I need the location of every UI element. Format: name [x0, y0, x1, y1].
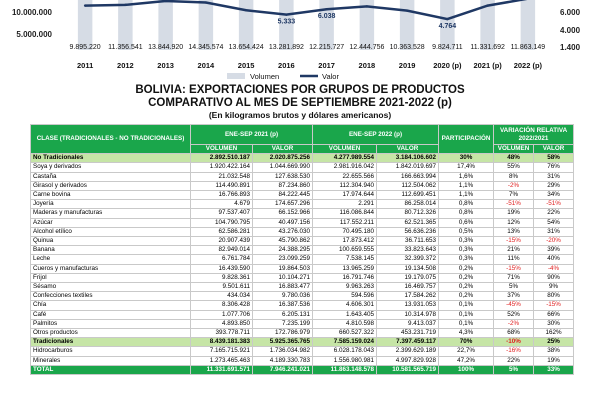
cell-var-volumen: 71% [494, 273, 534, 282]
cell-participacion: 0,1% [439, 301, 494, 310]
volume-data-label: 13.844.920 [148, 44, 184, 51]
cell-valor-2022: 62.521.365 [377, 218, 439, 227]
cell-valor-2022: 2.399.629.189 [377, 347, 439, 356]
cell-var-valor: 66% [534, 310, 574, 319]
cell-clase: Sésamo [31, 283, 191, 292]
cell-volumen-2021: 11.331.691.571 [191, 365, 253, 374]
y-left-tick: 5.000.000 [16, 30, 52, 39]
volume-bar [400, 0, 414, 50]
cell-var-valor: 90% [534, 273, 574, 282]
cell-volumen-2021: 4.679 [191, 200, 253, 209]
cell-volumen-2022: 594.596 [313, 292, 377, 301]
category-row [31, 154, 574, 163]
cell-clase: Confecciones textiles [31, 292, 191, 301]
cell-var-valor: 80% [534, 292, 574, 301]
cell-valor-2022: 33.823.643 [377, 246, 439, 255]
cell-volumen-2021: 20.907.439 [191, 237, 253, 246]
value-series-line [85, 0, 528, 19]
cell-participacion: 0,3% [439, 246, 494, 255]
cell-var-valor: -4% [534, 264, 574, 273]
cell-var-valor: 39% [534, 246, 574, 255]
cell-clase: Café [31, 310, 191, 319]
cell-volumen-2021: 8.306.428 [191, 301, 253, 310]
cell-participacion: 0,8% [439, 200, 494, 209]
cell-var-volumen: -15% [494, 237, 534, 246]
table-row [31, 273, 574, 282]
cell-participacion: 0,2% [439, 264, 494, 273]
cell-clase: Cueros y manufacturas [31, 264, 191, 273]
table-row [31, 218, 574, 227]
cell-valor-2021: 24.388.295 [253, 246, 313, 255]
cell-participacion: 22,7% [439, 347, 494, 356]
cell-volumen-2022: 1.556.980.981 [313, 356, 377, 365]
cell-var-valor: 29% [534, 181, 574, 190]
cell-volumen-2022: 7.585.159.024 [313, 338, 377, 347]
cell-clase: Hidrocarburos [31, 347, 191, 356]
cell-valor-2021: 9.780.036 [253, 292, 313, 301]
cell-volumen-2021: 6.761.784 [191, 255, 253, 264]
cell-volumen-2022: 116.086.844 [313, 209, 377, 218]
cell-clase: Azúcar [31, 218, 191, 227]
cell-var-volumen: 8% [494, 172, 534, 181]
report-title: BOLIVIA: EXPORTACIONES POR GRUPOS DE PRODUCTOS [135, 84, 465, 96]
value-point [84, 4, 86, 6]
year-tick-label: 2020 (p) [433, 61, 462, 70]
cell-valor-2022: 19.134.508 [377, 264, 439, 273]
volume-data-label: 14.345.574 [188, 44, 224, 51]
cell-var-valor: 25% [534, 338, 574, 347]
table-row [31, 310, 574, 319]
header-clase: CLASE (TRADICIONALES - NO TRADICIONALES) [31, 125, 191, 154]
year-tick-label: 2018 [358, 61, 376, 70]
value-point [325, 8, 327, 10]
y-right-tick: 4.000 [560, 26, 581, 35]
year-tick-label: 2011 [76, 61, 94, 70]
cell-participacion: 0,1% [439, 310, 494, 319]
cell-clase: Otros productos [31, 329, 191, 338]
volume-data-label: 12.444.756 [349, 44, 385, 51]
cell-volumen-2021: 7.165.715.921 [191, 347, 253, 356]
cell-volumen-2022: 1.643.405 [313, 310, 377, 319]
cell-clase: Maderas y manufacturas [31, 209, 191, 218]
cell-var-valor: 54% [534, 218, 574, 227]
table-row [31, 246, 574, 255]
table-row [31, 356, 574, 365]
header-valor-2021: VALOR [253, 145, 313, 154]
cell-volumen-2021: 97.537.407 [191, 209, 253, 218]
cell-volumen-2021: 393.778.711 [191, 329, 253, 338]
cell-valor-2021: 4.189.330.783 [253, 356, 313, 365]
year-tick-label: 2019 [398, 61, 416, 70]
cell-volumen-2021: 114.490.891 [191, 181, 253, 190]
table-row [31, 329, 574, 338]
table-row [31, 200, 574, 209]
cell-volumen-2021: 9.828.361 [191, 273, 253, 282]
cell-volumen-2022: 17.873.412 [313, 237, 377, 246]
value-data-label: 6.038 [317, 13, 336, 21]
cell-valor-2022: 112.504.062 [377, 181, 439, 190]
cell-var-volumen: -10% [494, 338, 534, 347]
cell-participacion: 30% [439, 154, 494, 163]
volume-data-label: 11.863.149 [510, 44, 546, 51]
cell-clase: Minerales [31, 356, 191, 365]
cell-valor-2022: 7.397.459.117 [377, 338, 439, 347]
cell-volumen-2022: 17.974.644 [313, 191, 377, 200]
cell-participacion: 0,2% [439, 292, 494, 301]
cell-var-valor: 40% [534, 255, 574, 264]
cell-valor-2021: 16.883.477 [253, 283, 313, 292]
cell-var-valor: 30% [534, 319, 574, 328]
table-row [31, 319, 574, 328]
cell-var-volumen: 22% [494, 356, 534, 365]
legend-value-label: Valor [322, 72, 339, 81]
cell-var-volumen: 68% [494, 329, 534, 338]
cell-participacion: 0,3% [439, 237, 494, 246]
cell-clase: Chía [31, 301, 191, 310]
header-volumen-2022: VOLUMEN [313, 145, 377, 154]
cell-valor-2021: 1.736.034.982 [253, 347, 313, 356]
cell-participacion: 1,6% [439, 172, 494, 181]
cell-var-volumen: 37% [494, 292, 534, 301]
value-point [285, 13, 287, 15]
cell-participacion: 100% [439, 365, 494, 374]
cell-clase: Castaña [31, 172, 191, 181]
cell-volumen-2022: 16.791.746 [313, 273, 377, 282]
table-row [31, 191, 574, 200]
cell-clase: Joyería [31, 200, 191, 209]
cell-var-volumen: 19% [494, 209, 534, 218]
cell-participacion: 1,1% [439, 181, 494, 190]
volume-data-label: 12.215.727 [309, 44, 345, 51]
cell-volumen-2022: 2.981.916.042 [313, 163, 377, 172]
cell-participacion: 0,3% [439, 255, 494, 264]
value-point [486, 4, 488, 6]
cell-volumen-2021: 434.034 [191, 292, 253, 301]
cell-clase: No Tradicionales [31, 154, 191, 163]
cell-valor-2022: 19.179.075 [377, 273, 439, 282]
cell-var-valor: 58% [534, 154, 574, 163]
report-subtitle: COMPARATIVO AL MES DE SEPTIEMBRE 2021-2022 (p) [148, 97, 452, 109]
cell-valor-2022: 112.699.451 [377, 191, 439, 200]
cell-valor-2021: 127.638.530 [253, 172, 313, 181]
table-row [31, 172, 574, 181]
volume-data-label: 13.281.892 [268, 44, 304, 51]
volume-bar [319, 0, 333, 50]
cell-volumen-2022: 4.606.301 [313, 301, 377, 310]
year-tick-label: 2021 (p) [473, 61, 502, 70]
cell-participacion: 0,2% [439, 273, 494, 282]
volume-bar [521, 0, 535, 50]
cell-clase: Banana [31, 246, 191, 255]
cell-volumen-2022: 2.291 [313, 200, 377, 209]
cell-valor-2022: 3.184.106.602 [377, 154, 439, 163]
cell-participacion: 1,1% [439, 191, 494, 200]
table-row [31, 264, 574, 273]
cell-var-valor: 22% [534, 209, 574, 218]
header-var-volumen: VOLUMEN [494, 145, 534, 154]
cell-valor-2022: 4.997.829.928 [377, 356, 439, 365]
cell-volumen-2022: 7.538.145 [313, 255, 377, 264]
cell-valor-2022: 36.711.653 [377, 237, 439, 246]
cell-valor-2022: 9.413.037 [377, 319, 439, 328]
cell-valor-2022: 16.469.757 [377, 283, 439, 292]
year-tick-label: 2014 [197, 61, 215, 70]
report-units: (En kilogramos brutos y dólares americanos) [208, 110, 392, 120]
volume-data-label: 9.895.220 [69, 44, 101, 51]
cell-valor-2021: 7.946.241.021 [253, 365, 313, 374]
cell-valor-2021: 172.786.979 [253, 329, 313, 338]
cell-var-volumen: 21% [494, 246, 534, 255]
cell-var-valor: 38% [534, 347, 574, 356]
cell-volumen-2022: 11.863.148.578 [313, 365, 377, 374]
total-row [31, 365, 574, 374]
table-row [31, 283, 574, 292]
cell-var-volumen: 12% [494, 218, 534, 227]
cell-var-volumen: 5% [494, 365, 534, 374]
cell-var-volumen: -16% [494, 347, 534, 356]
cell-valor-2021: 7.235.199 [253, 319, 313, 328]
value-point [124, 4, 126, 6]
cell-volumen-2022: 22.655.566 [313, 172, 377, 181]
cell-clase: Tradicionales [31, 338, 191, 347]
value-point [205, 1, 207, 3]
cell-var-valor: 31% [534, 172, 574, 181]
cell-var-volumen: 13% [494, 227, 534, 236]
cell-var-valor: 76% [534, 163, 574, 172]
cell-valor-2021: 19.864.503 [253, 264, 313, 273]
cell-volumen-2022: 9.963.263 [313, 283, 377, 292]
value-data-label: 5.333 [277, 18, 296, 26]
year-tick-label: 2022 (p) [513, 61, 543, 70]
cell-volumen-2021: 82.949.014 [191, 246, 253, 255]
cell-valor-2021: 66.152.966 [253, 209, 313, 218]
cell-participacion: 0,5% [439, 227, 494, 236]
report-titles [0, 84, 600, 121]
export-chart [0, 0, 600, 82]
table-row [31, 301, 574, 310]
cell-var-valor: -15% [534, 301, 574, 310]
cell-volumen-2021: 16.439.590 [191, 264, 253, 273]
header-var-valor: VALOR [534, 145, 574, 154]
cell-volumen-2021: 1.273.465.463 [191, 356, 253, 365]
cell-volumen-2022: 70.495.180 [313, 227, 377, 236]
cell-participacion: 0,1% [439, 319, 494, 328]
cell-valor-2022: 86.258.014 [377, 200, 439, 209]
cell-participacion: 0,8% [439, 209, 494, 218]
cell-participacion: 4,3% [439, 329, 494, 338]
chart-svg [0, 0, 600, 82]
cell-volumen-2022: 100.659.555 [313, 246, 377, 255]
cell-participacion: 70% [439, 338, 494, 347]
cell-var-valor: 9% [534, 283, 574, 292]
volume-data-label: 9.824.711 [432, 44, 463, 51]
cell-valor-2021: 43.276.030 [253, 227, 313, 236]
volume-data-label: 13.654.424 [228, 44, 264, 51]
cell-participacion: 0,6% [439, 218, 494, 227]
cell-volumen-2022: 117.552.211 [313, 218, 377, 227]
cell-var-volumen: 55% [494, 163, 534, 172]
cell-var-volumen: -15% [494, 264, 534, 273]
cell-var-volumen: 52% [494, 310, 534, 319]
cell-var-volumen: -51% [494, 200, 534, 209]
y-left-tick: 10.000.000 [11, 8, 52, 17]
cell-clase: Frijol [31, 273, 191, 282]
cell-volumen-2021: 9.501.611 [191, 283, 253, 292]
cell-var-valor: 33% [534, 365, 574, 374]
cell-valor-2021: 6.205.131 [253, 310, 313, 319]
cell-valor-2021: 5.925.365.765 [253, 338, 313, 347]
cell-volumen-2021: 4.893.850 [191, 319, 253, 328]
volume-bar [239, 0, 253, 50]
cell-valor-2022: 17.584.262 [377, 292, 439, 301]
cell-valor-2021: 45.790.862 [253, 237, 313, 246]
volume-data-label: 11.356.541 [108, 44, 143, 51]
y-right-tick: 6.000 [560, 8, 581, 17]
cell-volumen-2022: 6.028.178.043 [313, 347, 377, 356]
cell-var-volumen: 48% [494, 154, 534, 163]
volume-data-label: 10.363.528 [389, 44, 425, 51]
cell-volumen-2021: 8.439.181.383 [191, 338, 253, 347]
volume-bar [118, 0, 132, 50]
cell-var-valor: 19% [534, 356, 574, 365]
cell-clase: TOTAL [31, 365, 191, 374]
year-tick-label: 2017 [318, 61, 335, 70]
cell-valor-2021: 16.387.536 [253, 301, 313, 310]
cell-var-volumen: 7% [494, 191, 534, 200]
year-tick-label: 2013 [157, 61, 174, 70]
cell-volumen-2021: 21.032.548 [191, 172, 253, 181]
table-row [31, 163, 574, 172]
value-point [446, 18, 448, 20]
cell-var-volumen: 5% [494, 283, 534, 292]
value-point [366, 5, 368, 7]
cell-clase: Girasol y derivados [31, 181, 191, 190]
cell-volumen-2022: 4.277.989.554 [313, 154, 377, 163]
table-row [31, 209, 574, 218]
cell-var-valor: 31% [534, 227, 574, 236]
exports-table [30, 124, 574, 375]
header-2022: ENE-SEP 2022 (p) [313, 125, 439, 145]
cell-participacion: 17,4% [439, 163, 494, 172]
table-row [31, 347, 574, 356]
table-row [31, 237, 574, 246]
value-point [245, 9, 247, 11]
cell-valor-2021: 1.044.669.990 [253, 163, 313, 172]
cell-clase: Alcohol etílico [31, 227, 191, 236]
cell-valor-2022: 13.931.053 [377, 301, 439, 310]
cell-valor-2021: 23.099.259 [253, 255, 313, 264]
cell-volumen-2021: 62.586.281 [191, 227, 253, 236]
table-row [31, 227, 574, 236]
cell-valor-2022: 166.663.994 [377, 172, 439, 181]
cell-volumen-2021: 1.920.422.164 [191, 163, 253, 172]
cell-valor-2021: 2.020.875.256 [253, 154, 313, 163]
cell-var-valor: 34% [534, 191, 574, 200]
cell-valor-2022: 453.231.719 [377, 329, 439, 338]
table-row [31, 292, 574, 301]
cell-valor-2021: 87.234.860 [253, 181, 313, 190]
cell-volumen-2022: 112.304.940 [313, 181, 377, 190]
category-row [31, 338, 574, 347]
legend-volume-label: Volumen [250, 72, 280, 81]
cell-participacion: 0,2% [439, 283, 494, 292]
cell-valor-2021: 84.222.445 [253, 191, 313, 200]
cell-volumen-2022: 13.965.259 [313, 264, 377, 273]
cell-volumen-2022: 660.527.322 [313, 329, 377, 338]
header-valor-2022: VALOR [377, 145, 439, 154]
cell-var-volumen: -2% [494, 181, 534, 190]
cell-valor-2021: 174.657.296 [253, 200, 313, 209]
cell-clase: Soya y derivados [31, 163, 191, 172]
cell-clase: Quinua [31, 237, 191, 246]
volume-data-label: 11.331.692 [470, 44, 505, 51]
y-right-tick: 1.400 [560, 43, 581, 52]
cell-valor-2022: 80.712.326 [377, 209, 439, 218]
header-volumen-2021: VOLUMEN [191, 145, 253, 154]
cell-participacion: 47,2% [439, 356, 494, 365]
cell-volumen-2022: 4.810.598 [313, 319, 377, 328]
volume-bar [78, 0, 92, 50]
cell-valor-2022: 32.399.372 [377, 255, 439, 264]
cell-valor-2021: 40.497.156 [253, 218, 313, 227]
table-row [31, 181, 574, 190]
legend-volume-swatch [227, 73, 245, 79]
value-point [406, 9, 408, 11]
cell-valor-2022: 10.314.978 [377, 310, 439, 319]
header-participacion: PARTICIPACIÓN [439, 125, 494, 154]
table-row [31, 255, 574, 264]
cell-valor-2022: 1.842.019.697 [377, 163, 439, 172]
year-tick-label: 2015 [237, 61, 255, 70]
cell-volumen-2021: 16.766.893 [191, 191, 253, 200]
header-variacion: VARIACIÓN RELATIVA 2022/2021 [494, 125, 574, 145]
value-data-label: 4.764 [438, 23, 457, 31]
volume-bar [158, 0, 172, 50]
cell-var-volumen: 11% [494, 255, 534, 264]
cell-var-volumen: -45% [494, 301, 534, 310]
header-2021: ENE-SEP 2021 (p) [191, 125, 313, 145]
cell-var-volumen: -2% [494, 319, 534, 328]
cell-clase: Carne bovina [31, 191, 191, 200]
year-tick-label: 2012 [117, 61, 134, 70]
cell-valor-2021: 10.104.271 [253, 273, 313, 282]
cell-volumen-2021: 2.892.510.187 [191, 154, 253, 163]
cell-volumen-2021: 104.790.795 [191, 218, 253, 227]
cell-clase: Leche [31, 255, 191, 264]
year-tick-label: 2016 [278, 61, 295, 70]
volume-bar [199, 0, 213, 50]
cell-var-valor: -20% [534, 237, 574, 246]
cell-valor-2022: 10.581.565.719 [377, 365, 439, 374]
cell-valor-2022: 56.636.236 [377, 227, 439, 236]
cell-volumen-2021: 1.077.706 [191, 310, 253, 319]
cell-var-valor: 162% [534, 329, 574, 338]
cell-clase: Palmitos [31, 319, 191, 328]
cell-var-valor: -51% [534, 200, 574, 209]
